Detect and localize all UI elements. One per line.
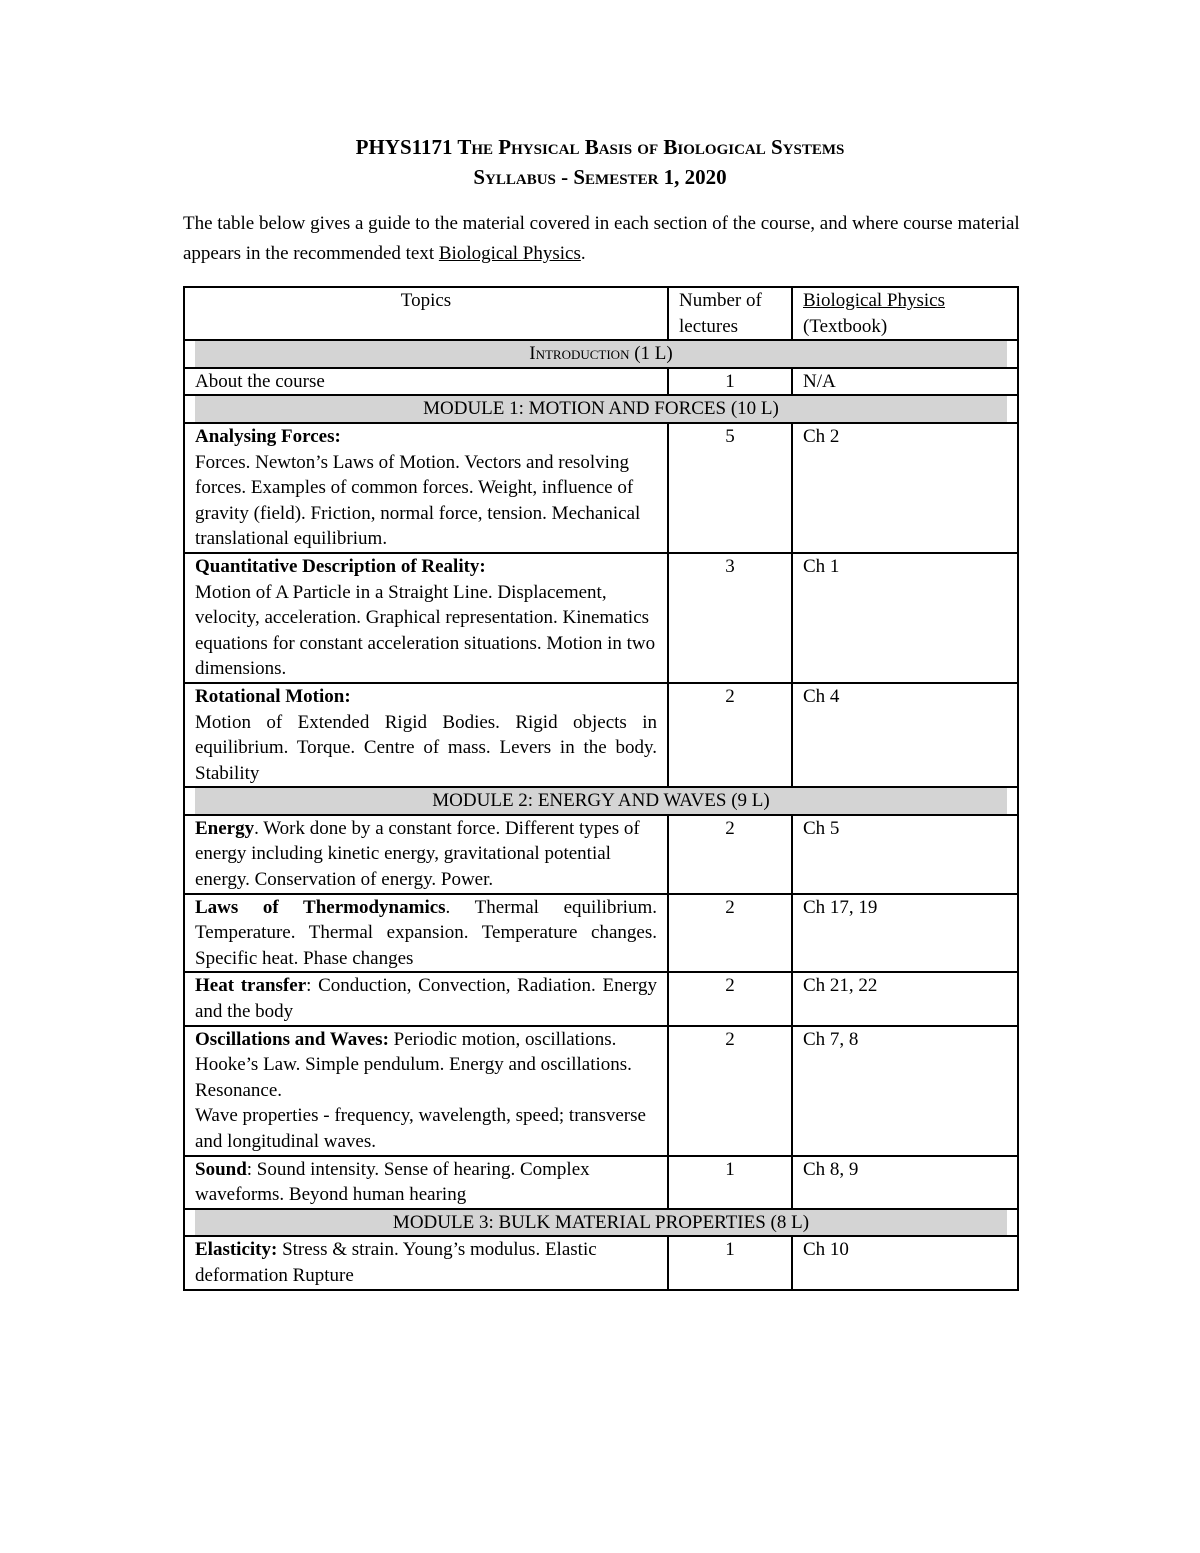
table-row <box>184 683 1018 787</box>
topic-cell <box>184 1236 668 1289</box>
header-book-suffix: (Textbook) <box>803 315 888 337</box>
chapter-cell: Ch 17, 19 <box>792 894 1018 973</box>
topic-cell <box>184 972 668 1025</box>
topic-cell <box>184 423 668 553</box>
topic-description: Periodic motion, oscillations. Hooke’s Law. Simple pendulum. Energy and oscillations. Resonance. <box>195 1028 632 1101</box>
topic-description: . Work done by a constant force. Different types of energy including kinetic energy, gravitational potential energy. Conservation of energy. Power. <box>195 817 640 891</box>
topic-cell <box>184 553 668 683</box>
chapter-cell: Ch 8, 9 <box>792 1156 1018 1209</box>
lectures-cell: 2 <box>668 683 792 787</box>
table-row <box>184 1156 1018 1209</box>
topic-description: Forces. Newton’s Laws of Motion. Vectors and resolving forces. Examples of common forces. Weight, influence of gravity (field). Friction, normal force, tension. Mechanical translational equilibrium. <box>195 451 641 550</box>
intro-paragraph <box>183 209 1023 269</box>
topic-description: Stress & strain. Young’s modulus. Elastic deformation Rupture <box>195 1239 597 1286</box>
topic-title: Heat transfer <box>195 975 307 997</box>
section-heading-text: MODULE 2: ENERGY AND WAVES (9 L) <box>195 788 1007 814</box>
chapter-cell: Ch 1 <box>792 553 1018 683</box>
topic-description: . Thermal equilibrium. Temperature. Thermal expansion. Temperature changes. Specific heat. Phase changes <box>195 896 657 969</box>
chapter-cell: Ch 2 <box>792 423 1018 553</box>
topic-cell <box>184 1156 668 1209</box>
table-row <box>184 1236 1018 1289</box>
topic-description: Motion of Extended Rigid Bodies. Rigid objects in equilibrium. Torque. Centre of mass. Levers in the body. Stability <box>195 711 657 784</box>
syllabus-body <box>184 340 1018 1289</box>
lectures-cell: 5 <box>668 423 792 553</box>
chapter-cell: N/A <box>792 368 1018 396</box>
syllabus-table <box>183 286 1019 1291</box>
header-topics: Topics <box>184 287 668 340</box>
section-heading <box>184 787 1018 815</box>
topic-title: Sound <box>195 1158 247 1180</box>
table-row <box>184 894 1018 973</box>
topic-cell <box>184 683 668 787</box>
header-book-title: Biological Physics <box>803 290 945 311</box>
table-header-row <box>184 287 1018 340</box>
topic-cell <box>184 368 668 396</box>
chapter-cell: Ch 10 <box>792 1236 1018 1289</box>
lectures-cell: 2 <box>668 972 792 1025</box>
table-row <box>184 815 1018 894</box>
topic-description: : Conduction, Convection, Radiation. Energy and the body <box>195 975 657 1023</box>
section-heading-text: MODULE 1: MOTION AND FORCES (10 L) <box>195 396 1007 422</box>
lectures-cell: 2 <box>668 815 792 894</box>
header-textbook <box>792 287 1018 340</box>
chapter-cell: Ch 5 <box>792 815 1018 894</box>
document-subtitle: Syllabus - Semester 1, 2020 <box>473 165 727 189</box>
lectures-cell: 1 <box>668 1236 792 1289</box>
topic-title: Analysing Forces: <box>195 425 341 447</box>
section-heading-row <box>184 395 1018 423</box>
chapter-cell: Ch 4 <box>792 683 1018 787</box>
section-heading <box>184 340 1018 368</box>
section-heading <box>184 395 1018 423</box>
chapter-cell: Ch 7, 8 <box>792 1026 1018 1156</box>
topic-description-extra: Wave properties - frequency, wavelength, speed; transverse and longitudinal waves. <box>195 1105 646 1152</box>
lectures-cell: 3 <box>668 553 792 683</box>
lectures-cell: 2 <box>668 1026 792 1156</box>
table-row <box>184 553 1018 683</box>
section-heading-text: Introduction (1 L) <box>195 341 1007 367</box>
lectures-cell: 1 <box>668 368 792 396</box>
topic-description: : Sound intensity. Sense of hearing. Complex waveforms. Beyond human hearing <box>195 1158 590 1206</box>
section-heading-row <box>184 340 1018 368</box>
chapter-cell: Ch 21, 22 <box>792 972 1018 1025</box>
document-title: PHYS1171 The Physical Basis of Biological Systems <box>355 135 845 159</box>
intro-book-title: Biological Physics <box>438 243 581 264</box>
section-heading-row <box>184 787 1018 815</box>
topic-title: Quantitative Description of Reality: <box>195 555 486 577</box>
section-heading <box>184 1209 1018 1237</box>
topic-title: Oscillations and Waves: <box>195 1028 389 1050</box>
intro-text: The table below gives a guide to the material covered in each section of the course, and where course material appears in the recommended text <box>183 213 1020 264</box>
topic-description: Motion of A Particle in a Straight Line. Displacement, velocity, acceleration. Graphical representation. Kinematics equations for constant acceleration situations. Motion in two dimensions. <box>195 581 656 680</box>
topic-title: Laws of Thermodynamics <box>195 896 446 918</box>
lectures-cell: 1 <box>668 1156 792 1209</box>
table-row <box>184 972 1018 1025</box>
lectures-cell: 2 <box>668 894 792 973</box>
intro-text-end: . <box>580 243 586 264</box>
topic-cell <box>184 894 668 973</box>
topic-description: About the course <box>195 370 325 392</box>
table-row <box>184 368 1018 396</box>
header-lectures: Number of lectures <box>668 287 792 340</box>
section-heading-text: MODULE 3: BULK MATERIAL PROPERTIES (8 L) <box>195 1210 1007 1236</box>
section-heading-row <box>184 1209 1018 1237</box>
table-row <box>184 1026 1018 1156</box>
topic-title: Rotational Motion: <box>195 685 351 707</box>
topic-title: Energy <box>195 817 255 839</box>
topic-cell <box>184 815 668 894</box>
table-row <box>184 423 1018 553</box>
topic-title: Elasticity: <box>195 1239 278 1261</box>
topic-cell <box>184 1026 668 1156</box>
